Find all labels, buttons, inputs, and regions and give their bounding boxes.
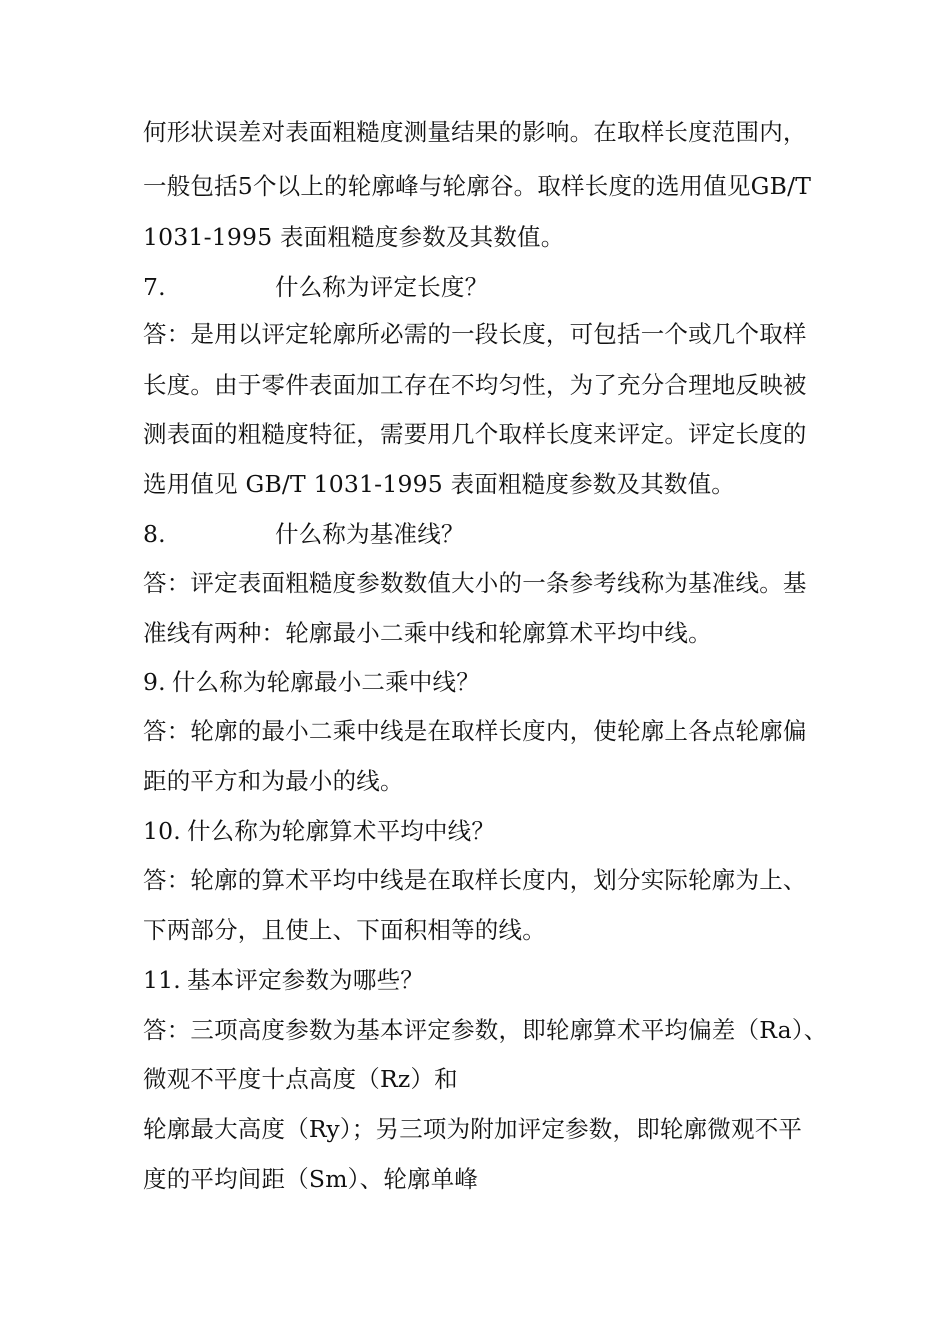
body-text-line: 何形状误差对表面粗糙度测量结果的影响。在取样长度范围内， xyxy=(143,118,807,146)
body-text-line: 一般包括5个以上的轮廓峰与轮廓谷。取样长度的选用值见GB/T xyxy=(143,172,812,200)
question-text: 什么称为轮廓最小二乘中线？ xyxy=(171,668,480,696)
question-text: 基本评定参数为哪些？ xyxy=(186,966,424,994)
question-number: 10. xyxy=(143,817,181,845)
question-text: 什么称为轮廓算术平均中线？ xyxy=(186,817,496,845)
question-number: 7. xyxy=(143,273,166,301)
body-text-line: 准线有两种：轮廓最小二乘中线和轮廓算术平均中线。 xyxy=(143,619,712,647)
body-text-line: 测表面的粗糙度特征，需要用几个取样长度来评定。评定长度的 xyxy=(143,420,807,448)
body-text-line: 长度。由于零件表面加工存在不均匀性，为了充分合理地反映被 xyxy=(143,371,807,399)
body-text-line: 微观不平度十点高度（Rz）和 xyxy=(143,1065,458,1093)
body-text-line: 1031-1995 表面粗糙度参数及其数值。 xyxy=(143,223,565,251)
question-number: 11. xyxy=(143,966,181,994)
question-8 xyxy=(143,519,823,549)
question-10 xyxy=(143,816,823,846)
question-number: 9. xyxy=(143,668,166,696)
answer-text-line: 答：评定表面粗糙度参数数值大小的一条参考线称为基准线。基 xyxy=(143,569,807,597)
question-text: 什么称为基准线？ xyxy=(275,520,465,548)
body-text-line: 距的平方和为最小的线。 xyxy=(143,767,404,795)
body-text-line: 下两部分，且使上、下面积相等的线。 xyxy=(143,916,546,944)
body-text-line: 度的平均间距（Sm）、轮廓单峰 xyxy=(143,1165,479,1193)
answer-text-line: 答：轮廓的最小二乘中线是在取样长度内，使轮廓上各点轮廓偏 xyxy=(143,717,807,745)
answer-text-line: 答：是用以评定轮廓所必需的一段长度，可包括一个或几个取样 xyxy=(143,320,807,348)
answer-text-line: 答：轮廓的算术平均中线是在取样长度内，划分实际轮廓为上、 xyxy=(143,866,807,894)
question-7 xyxy=(143,272,823,302)
answer-text-line: 答：三项高度参数为基本评定参数，即轮廓算术平均偏差（Ra）、 xyxy=(143,1016,828,1044)
question-number: 8. xyxy=(143,520,166,548)
body-text-line: 轮廓最大高度（Ry）；另三项为附加评定参数，即轮廓微观不平 xyxy=(143,1115,803,1143)
question-9 xyxy=(143,667,823,697)
body-text-line: 选用值见 GB/T 1031-1995 表面粗糙度参数及其数值。 xyxy=(143,470,735,498)
question-11 xyxy=(143,965,823,995)
question-text: 什么称为评定长度？ xyxy=(275,273,489,301)
